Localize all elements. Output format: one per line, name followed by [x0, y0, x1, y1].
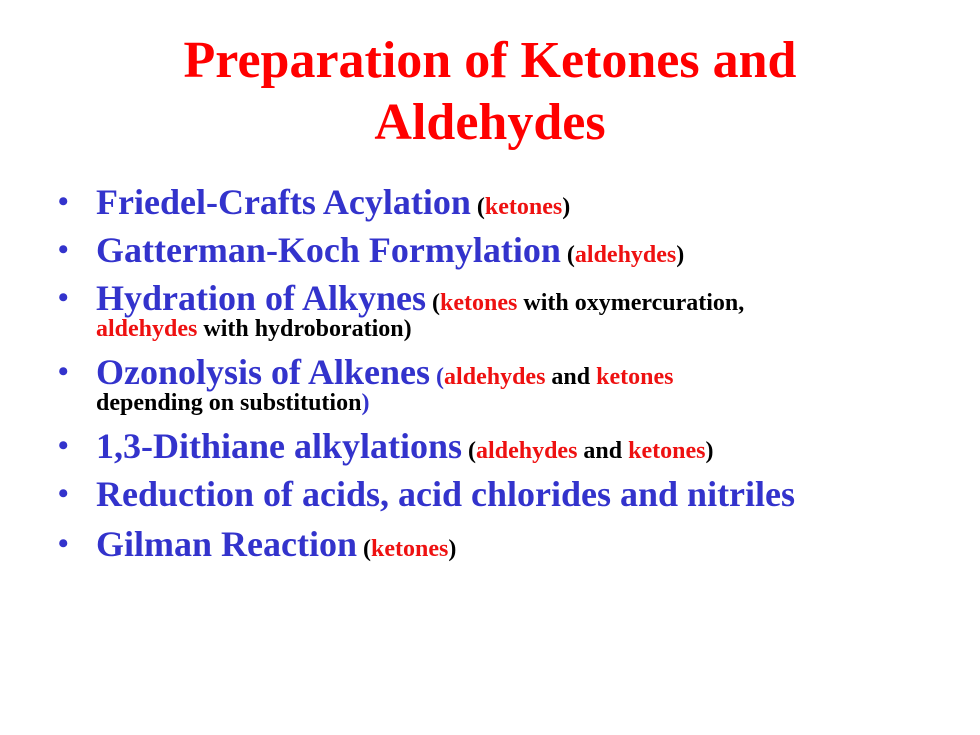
- bullet-dot-icon: •: [58, 527, 69, 560]
- bullet-item-hydration-alkynes: [58, 278, 958, 344]
- bullet-list: [58, 182, 958, 570]
- bullet-note: (aldehydes and ketones): [462, 438, 714, 464]
- slide-title: [40, 30, 940, 154]
- bullet-note: (ketones): [356, 536, 457, 562]
- bullet-dot-icon: •: [58, 233, 69, 266]
- bullet-note-line-2: depending on substitution): [96, 390, 370, 416]
- bullet-item-friedel-crafts: [58, 182, 958, 222]
- bullet-item-gatterman-koch: [58, 230, 958, 270]
- bullet-dot-icon: •: [58, 281, 69, 314]
- bullet-note: (aldehydes and ketones: [430, 364, 674, 390]
- bullet-note: (ketones): [470, 194, 571, 220]
- bullet-note-line-2: aldehydes with hydroboration): [96, 316, 412, 342]
- bullet-main-text: Gatterman-Koch Formylation: [96, 230, 561, 270]
- bullet-item-dithiane: [58, 426, 958, 466]
- bullet-main-text: 1,3-Dithiane alkylations: [96, 426, 463, 466]
- bullet-main-text: Ozonolysis of Alkenes: [96, 352, 431, 392]
- title-line-1: Preparation of Ketones and: [183, 32, 797, 89]
- bullet-main-text: Gilman Reaction: [96, 524, 357, 564]
- bullet-note: (ketones with oxymercuration,: [426, 290, 745, 316]
- bullet-item-gilman: [58, 524, 958, 564]
- bullet-dot-icon: •: [58, 355, 69, 388]
- bullet-dot-icon: •: [58, 429, 69, 462]
- bullet-main-text: Friedel-Crafts Acylation: [96, 182, 471, 222]
- title-line-2: Aldehydes: [374, 94, 606, 151]
- bullet-main-text: Reduction of acids, acid chlorides and nitriles: [96, 474, 796, 514]
- bullet-dot-icon: •: [58, 185, 69, 218]
- bullet-item-ozonolysis: [58, 352, 958, 418]
- bullet-item-reduction: [58, 474, 836, 514]
- bullet-main-text: Hydration of Alkynes: [96, 278, 427, 318]
- bullet-note: (aldehydes): [560, 242, 685, 268]
- bullet-dot-icon: •: [58, 477, 69, 510]
